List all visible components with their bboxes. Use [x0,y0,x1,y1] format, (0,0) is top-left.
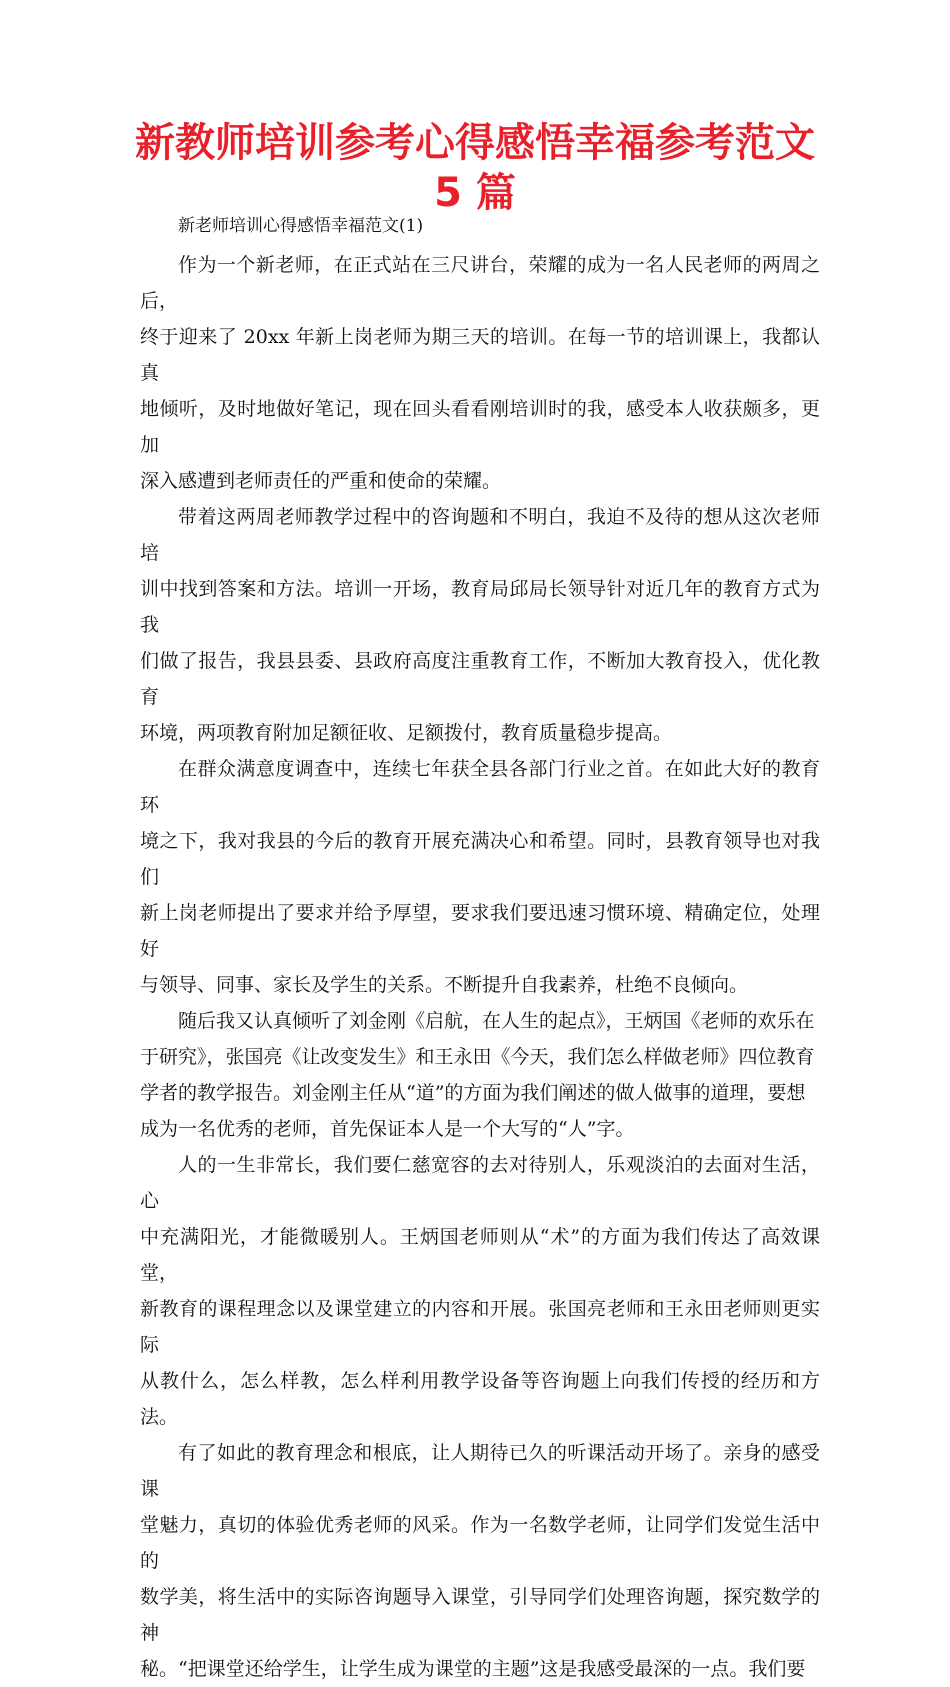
paragraph: 人的一生非常长，我们要仁慈宽容的去对待别人，乐观淡泊的去面对生活，心 中充满阳光，才能微暖别人。王炳国老师则从“术”的方面为我们传达了高效课堂， 新教育的课程理念以及课堂建立的内容和开展。张国亮老师和王永田老师则更实际 从教什么，怎么样教，怎么样利用教学设备等咨询题上向我们传授的经历和方法。 [140,1154,820,1428]
paragraph: 带着这两周老师教学过程中的咨询题和不明白，我迫不及待的想从这次老师培 训中找到答案和方法。培训一开场，教育局邱局长领导针对近几年的教育方式为我 们做了报告，我县县委、县政府高度注重教育工作，不断加大教育投入，优化教育 环境，两项教育附加足额征收、足额拨付，教育质量稳步提高。 [140,506,820,744]
paragraph: 随后我又认真倾听了刘金刚《启航，在人生的起点》，王炳国《老师的欢乐在 于研究》，张国亮《让改变发生》和王永田《今天，我们怎么样做老师》四位教育 学者的教学报告。刘金刚主任从“道”的方面为我们阐述的做人做事的道理，要想 成为一名优秀的老师，首先保证本人是一个大写的“人”字。 [140,1010,815,1140]
document-title: 新教师培训参考心得感悟幸福参考范文 5 篇 [135,120,815,216]
paragraph: 作为一个新老师，在正式站在三尺讲台，荣耀的成为一名人民老师的两周之后， 终于迎来了 20xx 年新上岗老师为期三天的培训。在每一节的培训课上，我都认真 地倾听，及时地做好笔记，现在回头看看刚培训时的我，感受本人收获颇多，更加 深入感遭到老师责任的严重和使命的荣耀。 [140,254,820,492]
document-subtitle: 新老师培训心得感悟幸福范文(1) [178,216,424,236]
paragraph: 在群众满意度调查中，连续七年获全县各部门行业之首。在如此大好的教育环 境之下，我对我县的今后的教育开展充满决心和希望。同时，县教育领导也对我们 新上岗老师提出了要求并给予厚望，要求我们要迅速习惯环境、精确定位，处理好 与领导、同事、家长及学生的关系。不断提升自我素养，杜绝不良倾向。 [140,758,820,996]
document-body [140,247,820,1687]
paragraph: 有了如此的教育理念和根底，让人期待已久的听课活动开场了。亲身的感受课 堂魅力，真切的体验优秀老师的风采。作为一名数学老师，让同学们发觉生活中的 数学美，将生活中的实际咨询题导入课堂，引导同学们处理咨询题，探究数学的神 秘。“把课堂还给学生，让学生成为课堂的主题”这是我感受最深的一点。我们要 [140,1442,820,1680]
